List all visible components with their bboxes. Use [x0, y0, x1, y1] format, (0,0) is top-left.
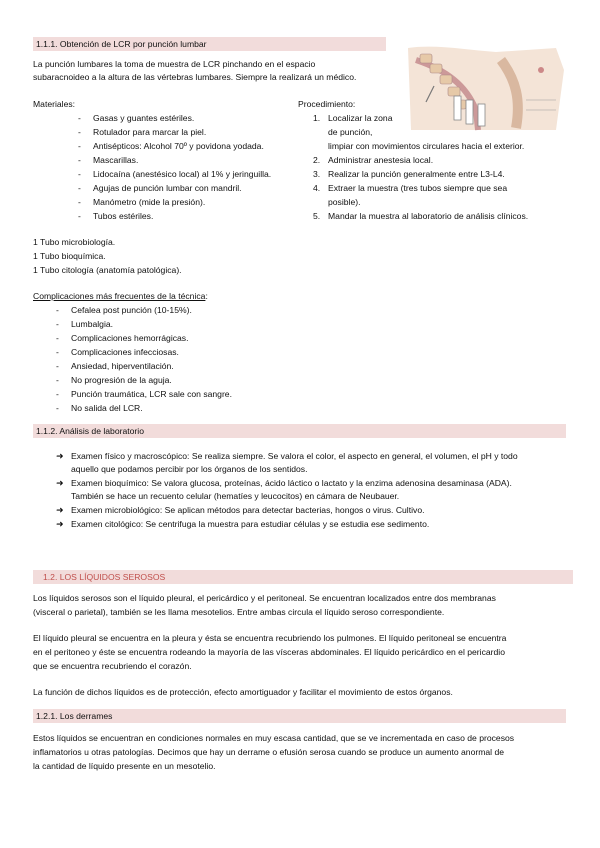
- lumbar-puncture-illustration: [406, 40, 566, 132]
- heading-text: 1.1.2. Análisis de laboratorio: [36, 426, 144, 436]
- step-line: Mandar la muestra al laboratorio de análisis clínicos.: [328, 211, 529, 221]
- bullet-dash: -: [78, 155, 81, 165]
- step-line: limpiar con movimientos circulares hacia el exterior.: [328, 141, 525, 151]
- list-item: Antisépticos: Alcohol 70º y povidona yodada.: [93, 141, 264, 151]
- paragraph-line: Estos líquidos se encuentran en condiciones normales en muy escasa cantidad, que se ve incrementada en caso de procesos: [33, 733, 515, 743]
- list-item: Agujas de punción lumbar con mandril.: [93, 183, 242, 193]
- list-item: Manómetro (mide la presión).: [93, 197, 206, 207]
- list-item: Mascarillas.: [93, 155, 139, 165]
- list-item: Examen bioquímico: Se valora glucosa, proteínas, ácido láctico o lactato y la enzima adenosina desaminasa (ADA).: [71, 478, 512, 488]
- list-item: Ansiedad, hiperventilación.: [71, 361, 174, 371]
- paragraph-line: Los líquidos serosos son el líquido pleural, el pericárdico y el peritoneal. Se encuentran localizados entre dos membranas: [33, 593, 496, 603]
- bullet-dash: -: [56, 361, 59, 371]
- intro-line-2: subaracnoideo a la altura de las vértebras lumbares. Siempre la realizará un médico.: [33, 72, 357, 82]
- step-number: 4.: [313, 183, 321, 193]
- bullet-dash: -: [78, 169, 81, 179]
- bullet-dash: -: [78, 197, 81, 207]
- tube-line: 1 Tubo microbiología.: [33, 237, 116, 247]
- list-item: Punción traumática, LCR sale con sangre.: [71, 389, 232, 399]
- step-number: 5.: [313, 211, 321, 221]
- list-item: No progresión de la aguja.: [71, 375, 172, 385]
- tube-line: 1 Tubo citología (anatomía patológica).: [33, 265, 182, 275]
- list-item: Lidocaína (anestésico local) al 1% y jeringuilla.: [93, 169, 272, 179]
- bullet-dash: -: [56, 347, 59, 357]
- arrow-bullet-icon: ➜: [56, 505, 64, 515]
- bullet-dash: -: [78, 211, 81, 221]
- heading-text: 1.1.1. Obtención de LCR por punción lumbar: [36, 39, 207, 49]
- list-item: También se hace un recuento celular (hematíes y leucocitos) en cámara de Neubauer.: [71, 491, 400, 501]
- bullet-dash: -: [56, 319, 59, 329]
- section-heading-1-2-1: [33, 709, 566, 723]
- bullet-dash: -: [78, 183, 81, 193]
- paragraph-line: inflamatorios u otras patologías. Decimos que hay un derrame o efusión serosa cuando se produce un aumento anormal de: [33, 747, 505, 757]
- step-number: 1.: [313, 113, 321, 123]
- procedure-title: Procedimiento:: [298, 99, 356, 109]
- list-item: Lumbalgia.: [71, 319, 114, 329]
- bullet-dash: -: [56, 375, 59, 385]
- materials-title: Materiales:: [33, 99, 76, 109]
- step-line: posible).: [328, 197, 361, 207]
- step-line: Realizar la punción generalmente entre L3-L4.: [328, 169, 505, 179]
- paragraph-line: El líquido pleural se encuentra en la pleura y ésta se encuentra recubriendo los pulmones. El líquido peritoneal se encuentra: [33, 633, 507, 643]
- list-item: aquello que podamos percibir por los órganos de los sentidos.: [71, 464, 308, 474]
- step-line: Administrar anestesia local.: [328, 155, 434, 165]
- section-heading-1-1-2: [33, 424, 566, 438]
- bullet-dash: -: [56, 389, 59, 399]
- section-heading-1-2: [33, 570, 573, 584]
- section-heading-1-1-1: [33, 37, 386, 51]
- step-number: 3.: [313, 169, 321, 179]
- paragraph-line: (visceral o parietal), también se les llama mesotelios. Entre ambas circula el líquido seroso correspondiente.: [33, 607, 445, 617]
- list-item: Tubos estériles.: [93, 211, 154, 221]
- complications-title-text: Complicaciones más frecuentes de la técnica: [33, 291, 206, 301]
- arrow-bullet-icon: ➜: [56, 519, 64, 529]
- heading-text: 1.2. LOS LÍQUIDOS SEROSOS: [43, 572, 166, 582]
- list-item: No salida del LCR.: [71, 403, 143, 413]
- bullet-dash: -: [78, 113, 81, 123]
- bullet-dash: -: [56, 333, 59, 343]
- paragraph-line: La función de dichos líquidos es de protección, efecto amortiguador y facilitar el movimiento de estos órganos.: [33, 687, 453, 697]
- step-line: Extraer la muestra (tres tubos siempre que sea: [328, 183, 508, 193]
- list-item: Examen físico y macroscópico: Se realiza siempre. Se valora el color, el aspecto en general, el volumen, el pH y todo: [71, 451, 518, 461]
- heading-text: 1.2.1. Los derrames: [36, 711, 113, 721]
- step-line: de punción,: [328, 127, 373, 137]
- step-line: Localizar la zona: [328, 113, 393, 123]
- step-number: 2.: [313, 155, 321, 165]
- list-item: Gasas y guantes estériles.: [93, 113, 195, 123]
- complications-title: [33, 290, 208, 302]
- paragraph-line: en el peritoneo y éste se encuentra rodeando la mayoría de las vísceras abdominales. El líquido pericárdico en el pericardio: [33, 647, 505, 657]
- complications-title-colon: :: [205, 291, 208, 301]
- intro-line-1: La punción lumbares la toma de muestra de LCR pinchando en el espacio: [33, 59, 316, 69]
- paragraph-line: que se encuentra recubriendo el corazón.: [33, 661, 192, 671]
- tube-line: 1 Tubo bioquímica.: [33, 251, 106, 261]
- arrow-bullet-icon: ➜: [56, 478, 64, 488]
- arrow-bullet-icon: ➜: [56, 451, 64, 461]
- bullet-dash: -: [78, 127, 81, 137]
- list-item: Examen microbiológico: Se aplican métodos para detectar bacterias, hongos o virus. Cultivo.: [71, 505, 425, 515]
- list-item: Examen citológico: Se centrifuga la muestra para estudiar células y se estudia ese sedimento.: [71, 519, 430, 529]
- list-item: Cefalea post punción (10-15%).: [71, 305, 192, 315]
- paragraph-line: la cantidad de líquido presente en un mesotelio.: [33, 761, 216, 771]
- list-item: Rotulador para marcar la piel.: [93, 127, 207, 137]
- list-item: Complicaciones infecciosas.: [71, 347, 179, 357]
- list-item: Complicaciones hemorrágicas.: [71, 333, 189, 343]
- bullet-dash: -: [78, 141, 81, 151]
- bullet-dash: -: [56, 305, 59, 315]
- bullet-dash: -: [56, 403, 59, 413]
